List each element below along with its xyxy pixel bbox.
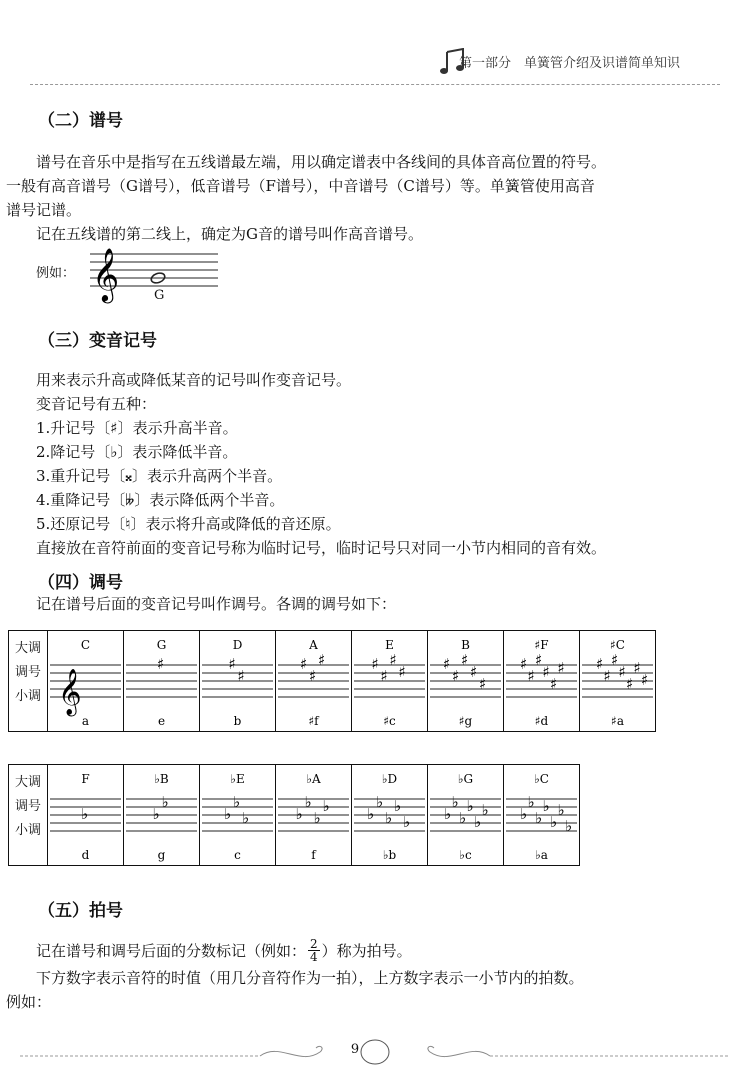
paragraph: 谱号记谱。 <box>6 201 82 219</box>
list-item: 变音记号有五种： <box>36 395 157 413</box>
sharp-icon: ♯ <box>626 675 634 693</box>
key-signature-staff <box>124 631 199 731</box>
flat-key-cell <box>504 765 580 866</box>
major-key-label: E <box>385 638 394 652</box>
fraction-bottom: 4 <box>310 950 318 964</box>
sharp-icon: ♯ <box>443 655 451 673</box>
flat-icon: ♭ <box>233 793 241 811</box>
minor-key-label: e <box>157 714 166 728</box>
paragraph: 例如： <box>6 993 52 1011</box>
section-title-time-signature: （五）拍号 <box>38 901 123 921</box>
flat-icon: ♭ <box>152 805 160 823</box>
minor-key-label: ♭b <box>382 848 397 862</box>
sharp-key-cell <box>428 631 504 732</box>
flat-icon: ♭ <box>224 805 232 823</box>
sharp-icon: ♯ <box>542 663 550 681</box>
sharp-icon: ♯ <box>535 651 543 669</box>
minor-key-label: c <box>234 848 241 862</box>
sharp-icon: ♯ <box>389 651 397 669</box>
minor-key-label: a <box>81 714 90 728</box>
section-title-clef: （二）谱号 <box>38 111 123 131</box>
key-signature-staff <box>504 765 579 865</box>
paragraph-time-signature <box>36 938 412 963</box>
flat-icon: ♭ <box>451 793 459 811</box>
text: 记在谱号和调号后面的分数标记（例如： <box>36 941 307 960</box>
label-keysig: 调号 <box>14 799 41 814</box>
minor-key-label: ♯a <box>611 714 624 728</box>
flat-icon: ♭ <box>161 793 169 811</box>
major-key-label: ♭G <box>457 772 474 786</box>
fraction <box>308 938 320 963</box>
sharp-icon: ♯ <box>603 667 611 685</box>
key-signature-staff <box>276 631 351 731</box>
key-signature-staff <box>504 631 579 731</box>
label-major: 大调 <box>14 775 41 790</box>
flat-icon: ♭ <box>466 797 474 815</box>
minor-key-label: ♯f <box>308 714 319 728</box>
sharp-icon: ♯ <box>641 671 649 689</box>
section-title-accidentals: （三）变音记号 <box>38 331 157 351</box>
sharp-icon: ♯ <box>461 651 469 669</box>
sharp-icon: ♯ <box>452 667 460 685</box>
key-signature-staff <box>428 765 503 865</box>
major-key-label: ♭D <box>381 772 398 786</box>
list-item: 1.升记号〔♯〕表示升高半音。 <box>36 419 238 437</box>
sharp-icon: ♯ <box>479 675 487 693</box>
major-key-label: ♯F <box>534 638 549 652</box>
sharp-key-cell <box>580 631 656 732</box>
flat-key-cell <box>428 765 504 866</box>
flat-icon: ♭ <box>550 813 558 831</box>
sharp-key-cell <box>276 631 352 732</box>
treble-clef-icon: 𝄞 <box>58 669 82 715</box>
paragraph: 一般有高音谱号（G谱号），低音谱号（F谱号），中音谱号（C谱号）等。单簧管使用高音 <box>6 177 595 195</box>
sharp-icon: ♯ <box>309 667 317 685</box>
accidentals-list <box>36 368 606 560</box>
flat-key-cell <box>124 765 200 866</box>
sharp-icon: ♯ <box>527 667 535 685</box>
paragraph: 记在谱号后面的变音记号叫作调号。各调的调号如下： <box>36 595 397 613</box>
flat-icon: ♭ <box>403 813 411 831</box>
sharp-key-cell <box>504 631 580 732</box>
flat-icon: ♭ <box>535 809 543 827</box>
flat-icon: ♭ <box>459 809 467 827</box>
minor-key-label: ♭a <box>535 848 548 862</box>
minor-key-label: ♭c <box>459 848 472 862</box>
label-minor: 小调 <box>14 823 41 838</box>
flat-key-table <box>8 764 580 866</box>
sharp-icon: ♯ <box>228 655 236 673</box>
label-minor: 小调 <box>14 689 41 704</box>
major-key-label: ♭C <box>534 772 549 786</box>
key-signature-staff <box>124 765 199 865</box>
label-keysig: 调号 <box>14 665 41 680</box>
flat-icon: ♭ <box>81 805 89 823</box>
key-signature-staff <box>428 631 503 731</box>
key-signature-staff <box>352 631 427 731</box>
row-labels <box>9 631 48 732</box>
sharp-icon: ♯ <box>611 651 619 669</box>
key-signature-staff <box>200 765 275 865</box>
flat-key-cell <box>200 765 276 866</box>
key-signature-staff <box>276 765 351 865</box>
flat-icon: ♭ <box>474 813 482 831</box>
flat-icon: ♭ <box>481 801 489 819</box>
sharp-icon: ♯ <box>398 663 406 681</box>
flat-icon: ♭ <box>542 797 550 815</box>
sharp-icon: ♯ <box>380 667 388 685</box>
sharp-icon: ♯ <box>237 667 245 685</box>
major-key-label: B <box>461 638 470 652</box>
minor-key-label: ♯g <box>458 714 473 728</box>
list-item: 4.重降记号〔𝄫〕表示降低两个半音。 <box>36 491 285 509</box>
sharp-key-cell <box>200 631 276 732</box>
flat-key-cell <box>276 765 352 866</box>
flat-icon: ♭ <box>322 797 330 815</box>
flat-icon: ♭ <box>444 805 452 823</box>
flat-icon: ♭ <box>242 809 250 827</box>
sharp-key-cell <box>48 631 124 732</box>
key-signature-staff <box>48 631 123 731</box>
sharp-icon: ♯ <box>300 655 308 673</box>
major-key-label: D <box>232 638 243 652</box>
sharp-key-cell <box>124 631 200 732</box>
minor-key-label: f <box>311 848 316 862</box>
flat-icon: ♭ <box>304 793 312 811</box>
flat-icon: ♭ <box>376 793 384 811</box>
flat-key-cell <box>48 765 124 866</box>
row-labels <box>9 765 48 866</box>
sharp-icon: ♯ <box>371 655 379 673</box>
flat-icon: ♭ <box>527 793 535 811</box>
major-key-label: G <box>156 638 167 652</box>
flat-key-cell <box>352 765 428 866</box>
flat-icon: ♭ <box>565 817 573 835</box>
sharp-icon: ♯ <box>318 651 326 669</box>
major-key-label: ♯C <box>610 638 625 652</box>
list-item: 3.重升记号〔𝄪〕表示升高两个半音。 <box>36 467 283 485</box>
flat-icon: ♭ <box>385 809 393 827</box>
sharp-icon: ♯ <box>557 659 565 677</box>
treble-clef-icon: 𝄞 <box>92 247 120 301</box>
example-label: 例如： <box>36 266 76 281</box>
footer-ornament <box>20 1036 730 1066</box>
list-item: 2.降记号〔♭〕表示降低半音。 <box>36 443 238 461</box>
text: ）称为拍号。 <box>321 941 412 960</box>
label-major: 大调 <box>14 641 41 656</box>
key-signature-staff <box>48 765 123 865</box>
major-key-label: ♭A <box>306 772 321 786</box>
sharp-icon: ♯ <box>618 663 626 681</box>
minor-key-label: ♯c <box>383 714 396 728</box>
flat-icon: ♭ <box>295 805 303 823</box>
major-key-label: C <box>80 638 91 652</box>
key-signature-staff <box>200 631 275 731</box>
flat-icon: ♭ <box>520 805 528 823</box>
paragraph: 记在五线谱的第二线上，确定为G音的谱号叫作高音谱号。 <box>36 225 423 243</box>
section-title-key-signature: （四）调号 <box>38 573 123 593</box>
paragraph: 谱号在音乐中是指写在五线谱最左端，用以确定谱表中各线间的具体音高位置的符号。 <box>36 153 607 171</box>
flat-icon: ♭ <box>367 805 375 823</box>
list-item: 直接放在音符前面的变音记号称为临时记号，临时记号只对同一小节内相同的音有效。 <box>36 539 607 557</box>
sharp-icon: ♯ <box>596 655 604 673</box>
sharp-icon: ♯ <box>157 655 165 673</box>
sharp-icon: ♯ <box>470 663 478 681</box>
major-key-label: A <box>309 638 318 652</box>
flat-icon: ♭ <box>557 801 565 819</box>
key-signature-staff <box>580 631 655 731</box>
sharp-key-table <box>8 630 656 732</box>
minor-key-label: g <box>157 848 166 862</box>
sharp-icon: ♯ <box>520 655 528 673</box>
list-item: 5.还原记号〔♮〕表示将升高或降低的音还原。 <box>36 515 341 533</box>
sharp-icon: ♯ <box>550 675 558 693</box>
minor-key-label: b <box>233 714 242 728</box>
major-key-label: ♭E <box>230 772 245 786</box>
sharp-icon: ♯ <box>633 659 641 677</box>
fraction-top: 2 <box>310 937 318 951</box>
page-number: 9 <box>350 1042 360 1057</box>
header-divider <box>30 84 720 85</box>
flat-icon: ♭ <box>313 809 321 827</box>
minor-key-label: d <box>81 848 90 862</box>
sharp-key-cell <box>352 631 428 732</box>
minor-key-label: ♯d <box>534 714 549 728</box>
major-key-label: F <box>81 772 90 786</box>
header-title: 第一部分 单簧管介绍及识谱简单知识 <box>458 56 680 71</box>
example-note-label: G <box>154 288 165 303</box>
flat-icon: ♭ <box>394 797 402 815</box>
list-item: 用来表示升高或降低某音的记号叫作变音记号。 <box>36 371 352 389</box>
major-key-label: ♭B <box>154 772 169 786</box>
paragraph: 下方数字表示音符的时值（用几分音符作为一拍），上方数字表示一小节内的拍数。 <box>36 969 584 987</box>
key-signature-staff <box>352 765 427 865</box>
